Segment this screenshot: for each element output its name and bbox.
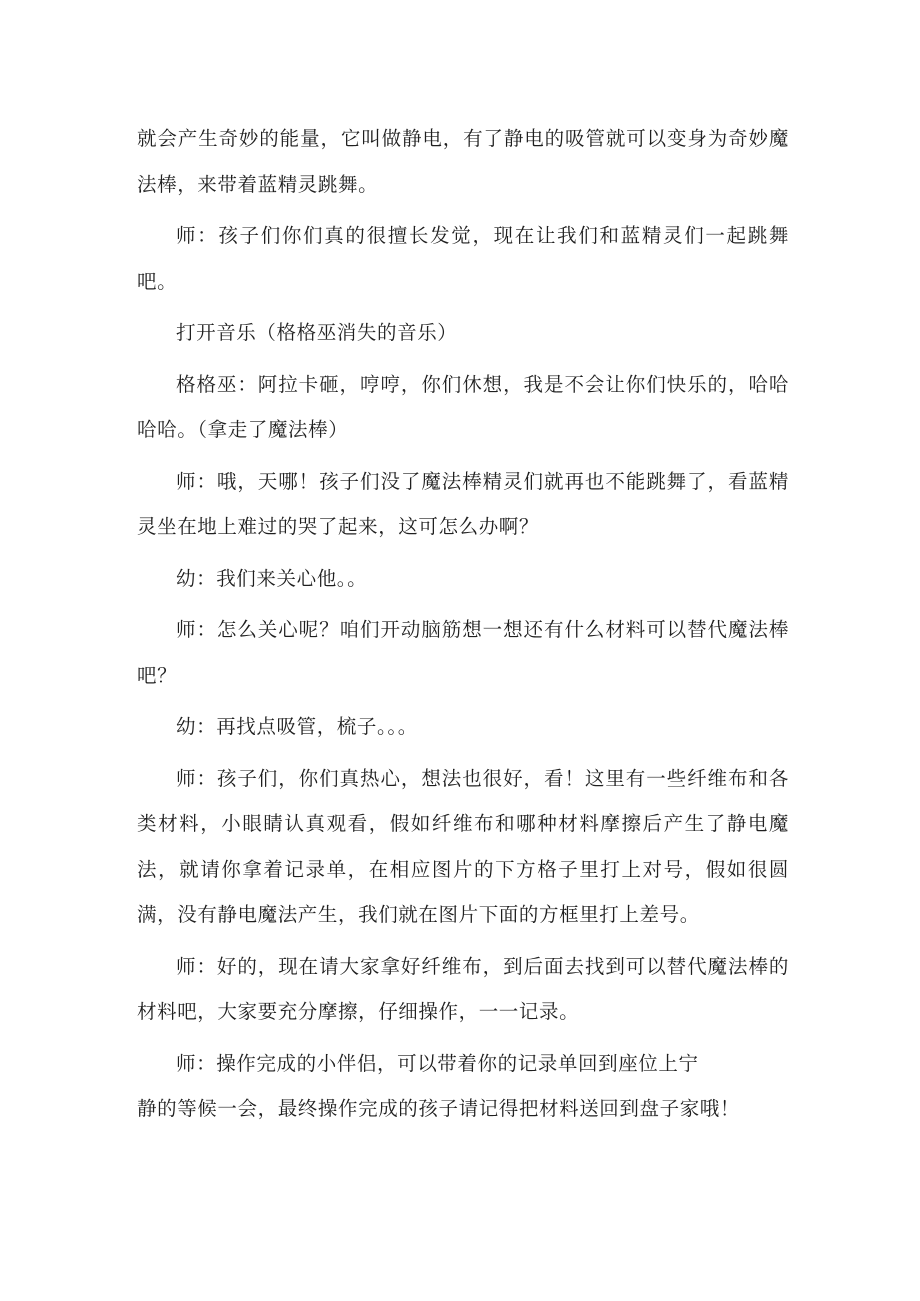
paragraph-10: 师：好的，现在请大家拿好纤维布，到后面去找到可以替代魔法棒的材料吧，大家要充分摩擦，仔细操作，一一记录。 xyxy=(137,954,789,1023)
paragraph-8: 幼：再找点吸管，梳子。。。 xyxy=(176,715,418,738)
paragraph-3: 打开音乐（格格巫消失的音乐） xyxy=(176,321,458,344)
paragraph-11 xyxy=(137,1041,789,1132)
paragraph-4: 格格巫：阿拉卡砸，哼哼，你们休想，我是不会让你们快乐的，哈哈哈哈。（拿走了魔法棒） xyxy=(137,372,789,441)
paragraph-6: 幼：我们来关心他。。 xyxy=(176,566,368,590)
paragraph-11-line-2: 静的等候一会，最终操作完成的孩子请记得把材料送回到盘子家哦！ xyxy=(137,1097,741,1120)
paragraph-7: 师：怎么关心呢？咱们开动脑筋想一想还有什么材料可以替代魔法棒吧？ xyxy=(137,618,789,687)
paragraph-1: 就会产生奇妙的能量，它叫做静电，有了静电的吸管就可以变身为奇妙魔法棒，来带着蓝精灵跳舞。 xyxy=(137,127,789,196)
paragraph-9: 师：孩子们，你们真热心，想法也很好，看！这里有一些纤维布和各类材料，小眼睛认真观看，假如纤维布和哪种材料摩擦后产生了静电魔法，就请你拿着记录单，在相应图片的下方格子里打上对号，假如很圆满，没有静电魔法产生，我们就在图片下面的方框里打上差号。 xyxy=(137,766,789,926)
paragraph-2: 师：孩子们你们真的很擅长发觉，现在让我们和蓝精灵们一起跳舞吧。 xyxy=(137,224,789,293)
paragraph-5: 师：哦，天哪！孩子们没了魔法棒精灵们就再也不能跳舞了，看蓝精灵坐在地上难过的哭了起来，这可怎么办啊？ xyxy=(137,469,789,538)
paragraph-11-line-1: 师：操作完成的小伴侣，可以带着你的记录单回到座位上宁 xyxy=(176,1051,699,1075)
document-body xyxy=(137,116,789,1138)
